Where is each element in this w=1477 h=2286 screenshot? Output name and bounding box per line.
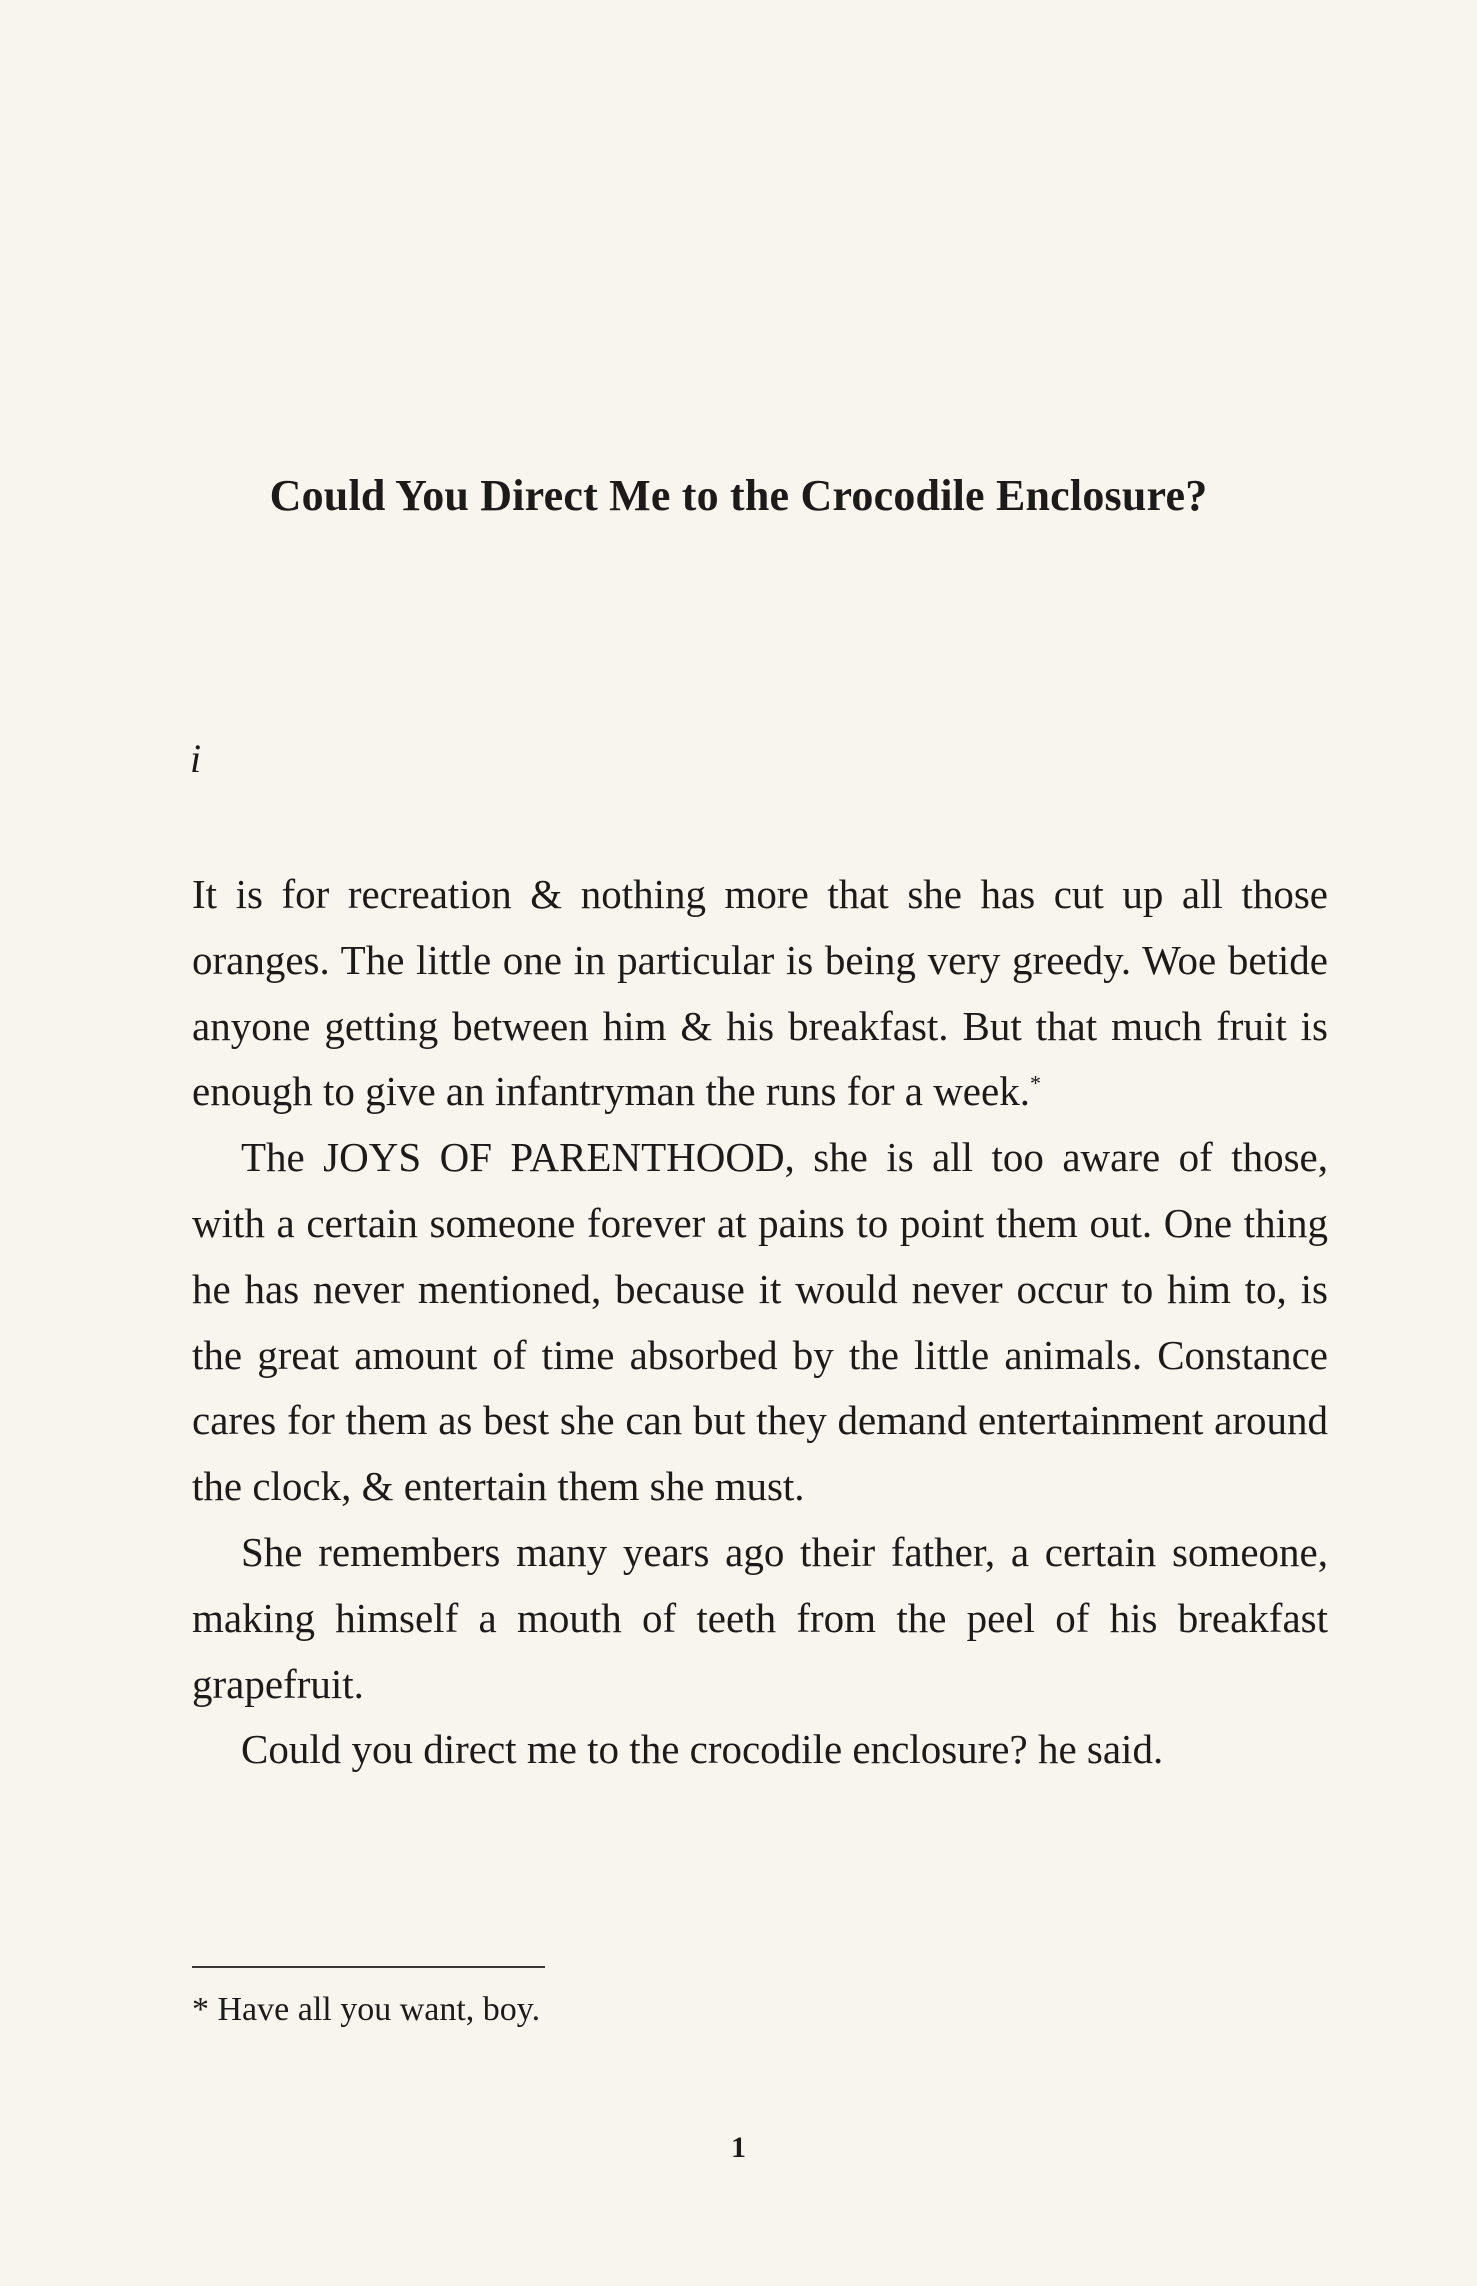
footnote-reference: * — [1029, 1070, 1041, 1096]
body-text — [192, 862, 1328, 1783]
footnote-divider — [192, 1966, 545, 1968]
page-number: 1 — [731, 2131, 746, 2164]
footnote: * Have all you want, boy. — [192, 1991, 541, 2028]
paragraph-1 — [192, 862, 1328, 1125]
paragraph-4: Could you direct me to the crocodile enclosure? he said. — [241, 1726, 1164, 1773]
paragraph-1-text: It is for recreation & nothing more that she has cut up all those oranges. The little one in particular is being very greedy. Woe betide anyone getting between him & his breakfast. But that much fruit is enough to give an infantryman the runs for a week. — [192, 871, 1328, 1115]
paragraph-3: She remembers many years ago their father, a certain someone, making himself a mouth of teeth from the peel of his breakfast grapefruit. — [192, 1528, 1328, 1707]
chapter-title: Could You Direct Me to the Crocodile Enclosure? — [269, 471, 1208, 520]
paragraph-2: The JOYS OF PARENTHOOD, she is all too aware of those, with a certain someone forever at pains to point them out. One thing he has never mentioned, because it would never occur to him to, is the great amount of time absorbed by the little animals. Constance cares for them as best she can but they demand entertainment around the clock, & entertain them she must. — [192, 1134, 1328, 1510]
section-numeral: i — [190, 736, 202, 781]
